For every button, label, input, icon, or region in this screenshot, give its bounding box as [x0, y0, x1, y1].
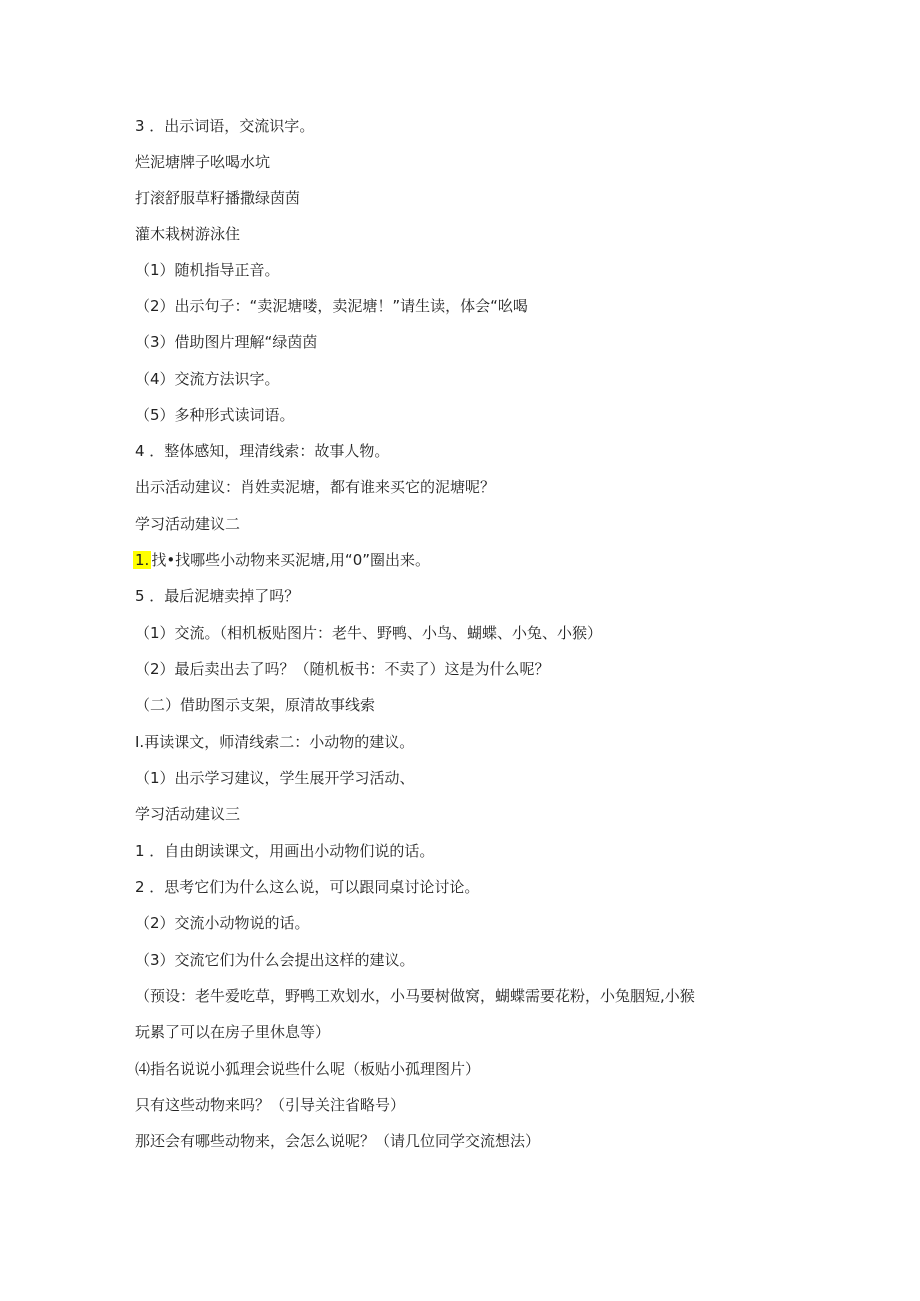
text-line: （3）交流它们为什么会提出这样的建议。: [135, 951, 415, 969]
text-line: （2）交流小动物说的话。: [135, 914, 310, 932]
text-line-highlighted: [135, 550, 430, 570]
text-line: （4）交流方法识字。: [135, 370, 280, 388]
text-line: （1）交流。（相机板贴图片：老牛、野鸭、小鸟、蝴蝶、小兔、小猴）: [135, 624, 603, 642]
text-line: 3 ．出示词语，交流识字。: [135, 117, 315, 135]
section-heading: 学习活动建议二: [135, 515, 241, 533]
text-line: I.再读课文，师清线索二：小动物的建议。: [135, 733, 415, 751]
text-line: 玩累了可以在房子里休息等）: [135, 1023, 331, 1041]
text-line: 1 ．自由朗读课文，用画出小动物们说的话。: [135, 842, 435, 860]
highlighted-number: 1.: [135, 551, 150, 569]
text-line: 5 ．最后泥塘卖掉了吗？: [135, 587, 300, 605]
text-line: 出示活动建议：肖姓卖泥塘，都有谁来买它的泥塘呢？: [135, 478, 496, 496]
text-line: （3）借助图片理解“绿茵茵: [135, 333, 318, 351]
text-line: 只有这些动物来吗？（引导关注省略号）: [135, 1096, 406, 1114]
text-line: （2）出示句子：“卖泥塘喽，卖泥塘！”请生读，体会“吆喝: [135, 297, 528, 315]
text-line: 那还会有哪些动物来，会怎么说呢？（请几位同学交流想法）: [135, 1132, 541, 1150]
text-line: （5）多种形式读词语。: [135, 406, 295, 424]
text-line: 4 ．整体感知，理清线索：故事人物。: [135, 442, 390, 460]
text-line: （1）随机指导正音。: [135, 261, 280, 279]
text-line: ⑷指名说说小狐理会说些什么呢（板贴小孤理图片）: [135, 1060, 481, 1078]
text-line: （1）出示学习建议，学生展开学习活动、: [135, 769, 415, 787]
text-line: 灌木栽树游泳住: [135, 225, 241, 243]
section-heading: 学习活动建议三: [135, 805, 241, 823]
text-line: （二）借助图示支架，原清故事线索: [135, 696, 376, 714]
text-line: 2 ．思考它们为什么这么说，可以跟同桌讨论讨论。: [135, 878, 480, 896]
text-line: （预设：老牛爱吃草，野鸭工欢划水，小马要树做窝，蝴蝶需要花粉，小兔胭短,小猴: [135, 987, 695, 1005]
text-line: 烂泥塘牌子吆喝水坑: [135, 153, 271, 171]
text-line: 打滚舒服草籽播撒绿茵茵: [135, 189, 301, 207]
text-line: （2）最后卖出去了吗？（随机板书：不卖了）这是为什么呢？: [135, 660, 550, 678]
text-segment: 找•找哪些小动物来买泥塘,用“0”圈出来。: [151, 551, 431, 569]
